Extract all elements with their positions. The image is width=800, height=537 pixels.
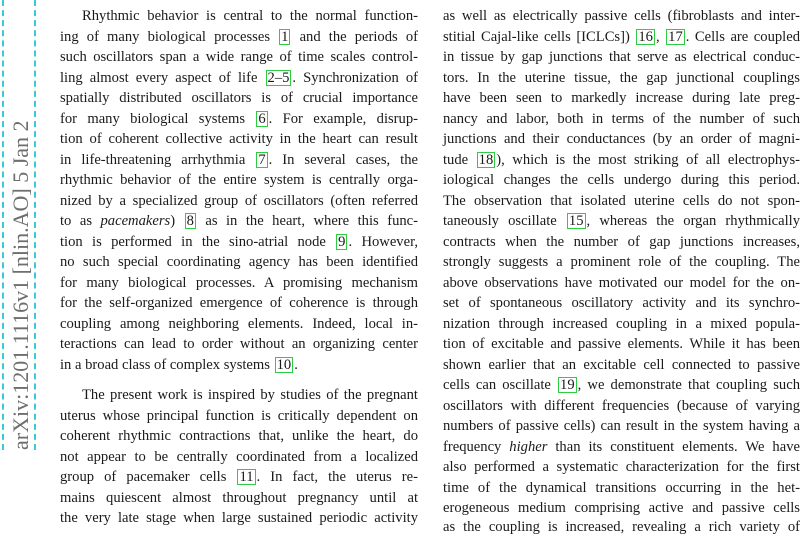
- text-run: group of pacemaker cells: [60, 469, 236, 485]
- text-run: teractions can lead to order without an organizing center: [60, 336, 418, 352]
- text-line: [443, 47, 800, 68]
- text-run: spatially distributed oscillators is of crucial importance: [60, 90, 418, 106]
- text-run: above observations have motivated our model for the on-: [443, 275, 800, 291]
- text-line: [443, 27, 800, 48]
- text-run: set of spontaneous oscillatory activity and its synchro-: [443, 295, 800, 311]
- text-run: tion of coherent collective activity in the heart can result: [60, 131, 418, 147]
- text-run: as the coupling is increased, revealing a rich variety of: [443, 519, 800, 535]
- text-run: . Cells are coupled: [686, 29, 800, 45]
- text-run: tion of excitable and passive elements. While it has been: [443, 336, 800, 352]
- text-run: nization through increased coupling in a mixed popula-: [443, 316, 800, 332]
- citation-link[interactable]: 9: [336, 234, 347, 250]
- text-line: [443, 396, 800, 417]
- text-run: in life-threatening arrhythmia: [60, 152, 255, 168]
- text-run: , we demonstrate that coupling such: [578, 377, 800, 393]
- text-run: tors. In the uterine tissue, the gap junctional couplings: [443, 70, 800, 86]
- text-line: [443, 498, 800, 519]
- text-run: for many biological processes. A promising mechanism: [60, 275, 418, 291]
- text-line: [60, 47, 418, 68]
- text-run: . However,: [348, 234, 418, 250]
- text-run: mains quiescent almost throughout pregnancy until at: [60, 490, 418, 506]
- text-run: also performed a systematic characterization for the first: [443, 459, 800, 475]
- text-line: [60, 508, 418, 529]
- text-line: [60, 6, 418, 27]
- text-run: .: [294, 357, 298, 373]
- text-run: ): [170, 213, 183, 229]
- text-line: [60, 109, 418, 130]
- text-line: [60, 467, 418, 488]
- text-line: [60, 68, 418, 89]
- citation-link[interactable]: 17: [666, 29, 685, 45]
- text-run: . In fact, the uterus re-: [257, 469, 418, 485]
- text-line: [60, 293, 418, 314]
- text-run: no such special coordinating agency has been identified: [60, 254, 418, 270]
- text-line: [443, 129, 800, 150]
- text-line: [60, 334, 418, 355]
- citation-link[interactable]: 6: [256, 111, 267, 127]
- text-line: [60, 129, 418, 150]
- citation-link[interactable]: 15: [567, 213, 586, 229]
- text-line: [60, 88, 418, 109]
- citation-link[interactable]: 2–5: [266, 70, 292, 86]
- text-line: [60, 447, 418, 468]
- text-line: [443, 109, 800, 130]
- citation-link[interactable]: 11: [237, 469, 255, 485]
- text-run: junctions and their conductances (by an order of magni-: [443, 131, 800, 147]
- text-run: coherent rhythmic contractions that, unlike the heart, do: [60, 428, 418, 444]
- text-run: ), which is the most striking of all electrophys-: [496, 152, 800, 168]
- text-run: have been seen to markedly increase during late preg-: [443, 90, 800, 106]
- text-run: The present work is inspired by studies of the pregnant: [82, 387, 418, 403]
- text-run: taneously oscillate: [443, 213, 566, 229]
- text-line: [443, 232, 800, 253]
- text-run: than its constituent elements. We have: [547, 439, 800, 455]
- text-line: [443, 334, 800, 355]
- text-run: as in the heart, where this func-: [197, 213, 418, 229]
- text-run: such oscillators span a wide range of time scales control-: [60, 49, 418, 65]
- text-run: ,: [656, 29, 665, 45]
- citation-link[interactable]: 1: [279, 29, 290, 45]
- text-run: coupling among neighboring elements. Indeed, local in-: [60, 316, 418, 332]
- text-run: strongly suggests a prominent role of the coupling. The: [443, 254, 800, 270]
- text-run: not appear to be centrally coordinated from a localized: [60, 449, 418, 465]
- text-line: [60, 385, 418, 406]
- text-run: Rhythmic behavior is central to the normal function-: [82, 8, 418, 24]
- text-run: ling almost every aspect of life: [60, 70, 265, 86]
- italic-term: pacemakers: [101, 213, 171, 229]
- text-line: [60, 314, 418, 335]
- text-run: numbers of passive cells) can result in the system having a: [443, 418, 800, 434]
- text-line: [443, 355, 800, 376]
- citation-link[interactable]: 16: [636, 29, 655, 45]
- text-line: [443, 191, 800, 212]
- text-line: [60, 191, 418, 212]
- text-run: . For example, disrup-: [269, 111, 418, 127]
- text-run: for the self-organized emergence of coherence is through: [60, 295, 418, 311]
- text-line: [443, 88, 800, 109]
- citation-link[interactable]: 8: [185, 213, 196, 229]
- italic-term: higher: [509, 439, 547, 455]
- text-line: [443, 478, 800, 499]
- text-line: [443, 273, 800, 294]
- text-line: [443, 252, 800, 273]
- text-line: [443, 293, 800, 314]
- text-line: [443, 375, 800, 396]
- text-run: to as: [60, 213, 101, 229]
- text-line: [60, 426, 418, 447]
- text-line: [60, 273, 418, 294]
- text-line: [443, 68, 800, 89]
- text-line: [60, 232, 418, 253]
- text-run: nancy and labor, both in terms of the number of such: [443, 111, 800, 127]
- arxiv-identifier: arXiv:1201.1116v1 [nlin.AO] 5 Jan 2: [10, 0, 32, 450]
- text-run: , whereas the organ rhythmically: [587, 213, 800, 229]
- text-run: cells can oscillate: [443, 377, 557, 393]
- text-run: frequency: [443, 439, 509, 455]
- text-line: [443, 6, 800, 27]
- text-run: shown earlier that an excitable cell connected to passive: [443, 357, 800, 373]
- text-run: in tissue by gap junctions that serve as electrical conduc-: [443, 49, 800, 65]
- text-line: [443, 437, 800, 458]
- text-run: tion is performed in the sino-atrial node: [60, 234, 335, 250]
- margin-dashed-line-left: [2, 0, 4, 450]
- text-run: rhythmic behavior of the entire system is centrally orga-: [60, 172, 418, 188]
- text-line: [60, 170, 418, 191]
- text-line: [60, 252, 418, 273]
- text-line: [443, 517, 800, 537]
- text-line: [60, 406, 418, 427]
- text-run: nized by a specialized group of oscillators (often referred: [60, 193, 418, 209]
- text-line: [443, 150, 800, 171]
- text-run: erogeneous medium comprising active and passive cells: [443, 500, 800, 516]
- text-line: [60, 211, 418, 232]
- cut-off-line: [443, 517, 800, 525]
- text-run: . Synchronization of: [292, 70, 418, 86]
- text-run: for many biological systems: [60, 111, 255, 127]
- text-run: time of the dynamical transitions occurring in the het-: [443, 480, 800, 496]
- text-line: [443, 211, 800, 232]
- text-line: [443, 170, 800, 191]
- text-line: [443, 314, 800, 335]
- citation-link[interactable]: 18: [477, 152, 496, 168]
- text-line: [60, 355, 418, 376]
- text-run: The observation that isolated uterine cells do not spon-: [443, 193, 800, 209]
- margin-dashed-line-right: [34, 0, 36, 450]
- paragraph-gap: [60, 375, 418, 385]
- text-line: [443, 416, 800, 437]
- text-run: contracts when the number of gap junctions increases,: [443, 234, 800, 250]
- text-run: oscillators with different frequencies (because of varying: [443, 398, 800, 414]
- text-line: [60, 27, 418, 48]
- citation-link[interactable]: 10: [275, 357, 294, 373]
- text-run: uterus whose principal function is critically dependent on: [60, 408, 418, 424]
- text-run: . In several cases, the: [269, 152, 418, 168]
- right-text-column: [443, 6, 800, 525]
- citation-link[interactable]: 19: [558, 377, 577, 393]
- left-text-column: [60, 6, 418, 529]
- citation-link[interactable]: 7: [256, 152, 267, 168]
- text-run: tude: [443, 152, 476, 168]
- text-run: the very late stage when large sustained periodic activity: [60, 510, 418, 526]
- text-line: [443, 457, 800, 478]
- text-run: as well as electrically passive cells (fibroblasts and inter-: [443, 8, 800, 24]
- text-run: ing of many biological processes: [60, 29, 278, 45]
- text-run: and the periods of: [291, 29, 418, 45]
- text-run: iological changes the cells undergo during this period.: [443, 172, 800, 188]
- text-line: [60, 488, 418, 509]
- text-run: stitial Cajal-like cells [ICLCs]): [443, 29, 635, 45]
- text-run: in a broad class of complex systems: [60, 357, 274, 373]
- text-line: [60, 150, 418, 171]
